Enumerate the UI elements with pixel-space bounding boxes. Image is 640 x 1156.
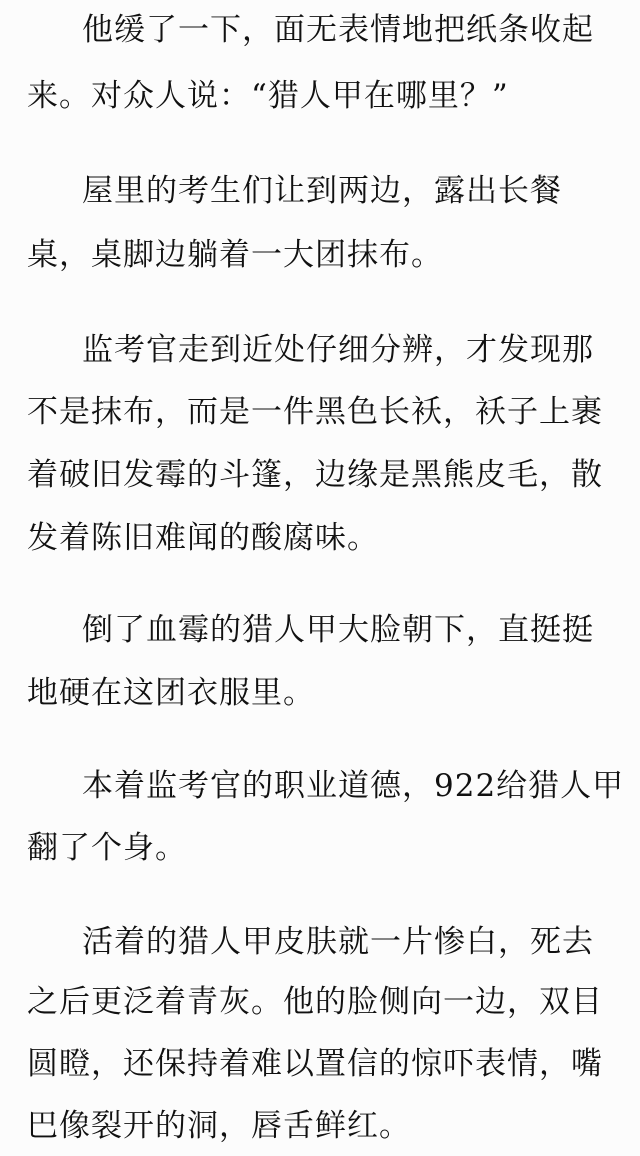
paragraph-5-line-1: 本着监考官的职业道德，922给猎人甲 bbox=[82, 768, 625, 804]
paragraph-6-line-4: 巴像裂开的洞，唇舌鲜红。 bbox=[27, 1108, 411, 1144]
paragraph-2-line-1: 屋里的考生们让到两边，露出长餐 bbox=[82, 173, 562, 209]
paragraph-4-line-1: 倒了血霉的猎人甲大脸朝下，直挺挺 bbox=[82, 612, 594, 648]
paragraph-1-line-2: 来。对众人说：“猎人甲在哪里？” bbox=[27, 78, 509, 114]
paragraph-3-line-3: 着破旧发霉的斗篷，边缘是黑熊皮毛，散 bbox=[27, 457, 603, 493]
paragraph-4-line-2: 地硬在这团衣服里。 bbox=[27, 675, 315, 711]
paragraph-6-line-2: 之后更泛着青灰。他的脸侧向一边，双目 bbox=[27, 984, 603, 1020]
paragraph-3-line-1: 监考官走到近处仔细分辨，才发现那 bbox=[82, 332, 594, 368]
paragraph-3-line-2: 不是抹布，而是一件黑色长袄，袄子上裹 bbox=[27, 394, 603, 430]
paragraph-1-line-1: 他缓了一下，面无表情地把纸条收起 bbox=[82, 12, 594, 48]
paragraph-6-line-1: 活着的猎人甲皮肤就一片惨白，死去 bbox=[82, 924, 594, 960]
paragraph-6-line-3: 圆瞪，还保持着难以置信的惊吓表情，嘴 bbox=[27, 1046, 603, 1082]
paragraph-2-line-2: 桌，桌脚边躺着一大团抹布。 bbox=[27, 237, 443, 273]
paragraph-5-line-2: 翻了个身。 bbox=[27, 830, 187, 866]
paragraph-3-line-4: 发着陈旧难闻的酸腐味。 bbox=[27, 520, 379, 556]
